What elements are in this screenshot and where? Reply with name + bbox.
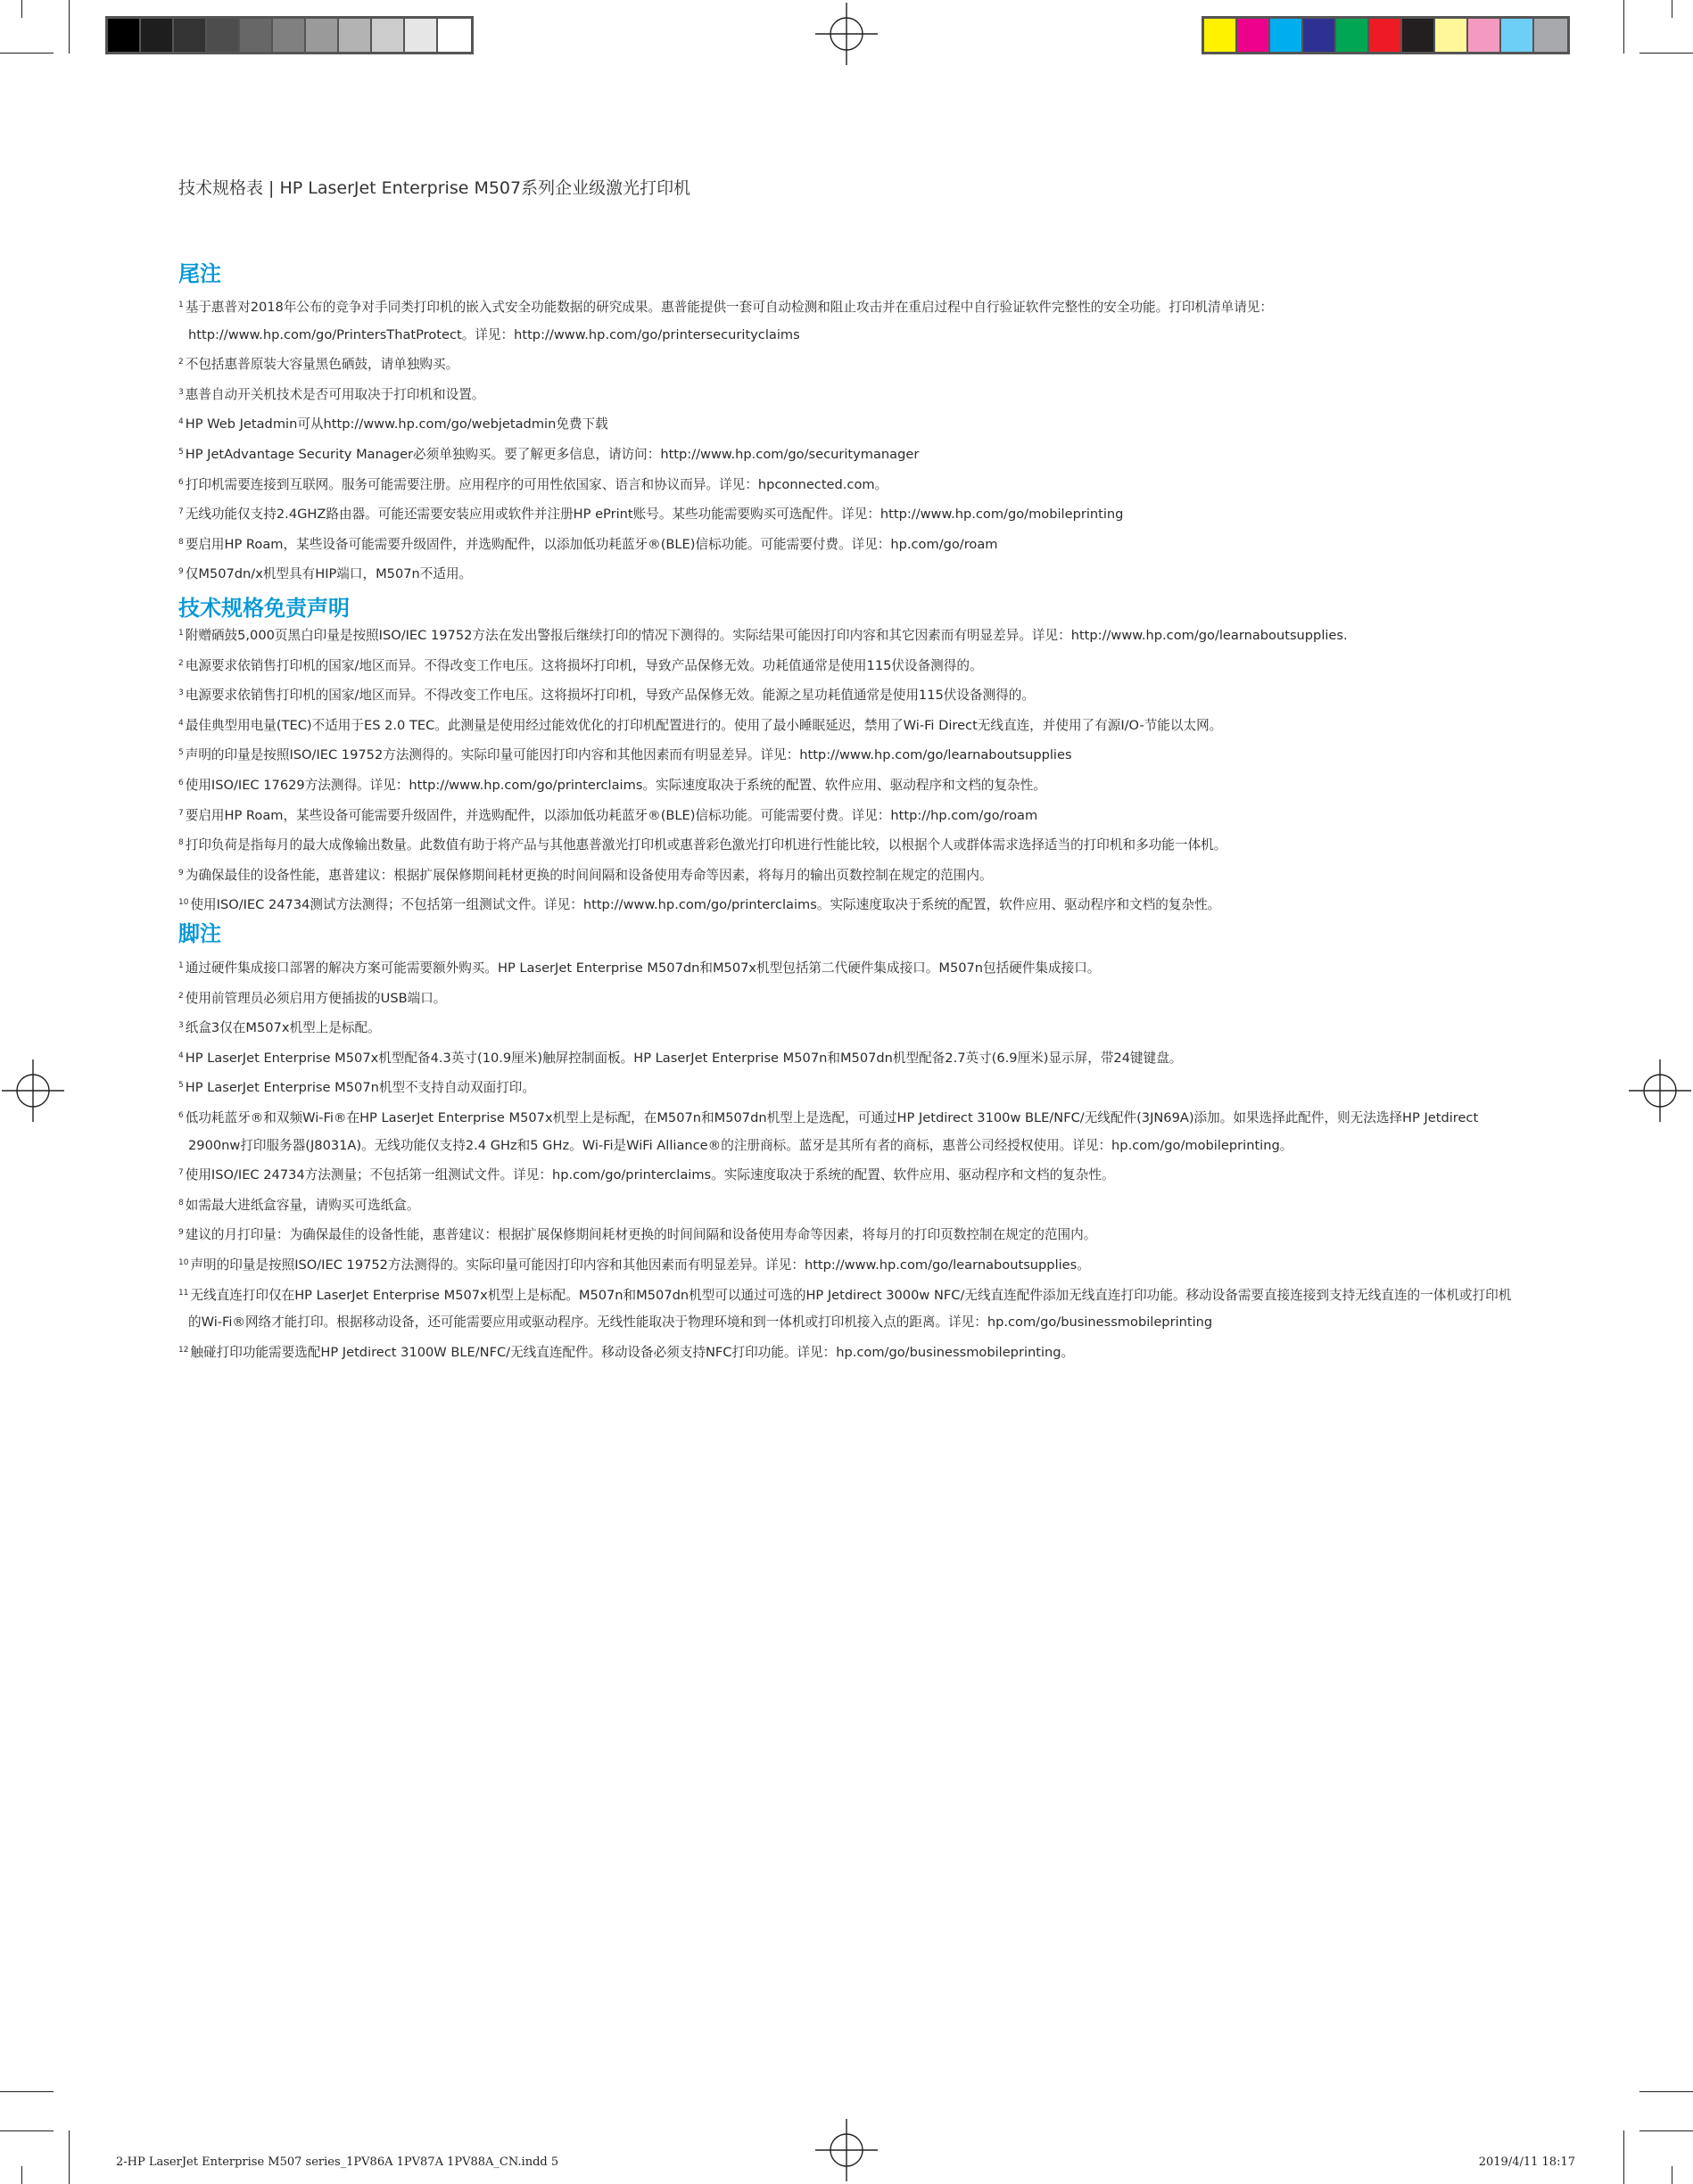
section-title-disclaimer: 技术规格免责声明: [178, 596, 350, 621]
note-text: HP LaserJet Enterprise M507n机型不支持自动双面打印。: [185, 1080, 535, 1096]
note-number: 9: [178, 868, 184, 878]
note-text: 打印机需要连接到互联网。服务可能需要注册。应用程序的可用性依国家、语言和协议而异。详见：hpconnected.com。: [185, 476, 888, 492]
note-number: 3: [178, 688, 184, 698]
color-swatch: [1369, 19, 1402, 52]
note-number: 1: [178, 629, 184, 638]
note-text: 要启用HP Roam，某些设备可能需要升级固件，并选购配件，以添加低功耗蓝牙®(BLE)信标功能。可能需要付费。详见：http://hp.com/go/roam: [185, 807, 1038, 823]
note-text: 惠普自动开关机技术是否可用取决于打印机和设置。: [185, 386, 485, 402]
disclaimer-list: [178, 620, 1516, 919]
note-item: [178, 770, 1516, 800]
footnotes-list: [178, 952, 1516, 1366]
note-number: 12: [178, 1345, 189, 1355]
note-text: 使用ISO/IEC 17629方法测得。详见：http://www.hp.com/go/printerclaims。实际速度取决于系统的配置、软件应用、驱动程序和文档的复杂性。: [185, 777, 1046, 793]
note-text: 基于惠普对2018年公布的竞争对手同类打印机的嵌入式安全功能数据的研究成果。惠普能提供一套可自动检测和阻止攻击并在重启过程中自行验证软件完整性的安全功能。打印机清单请见：http://www.hp.com/go/PrintersThatProtect。详见：http://www.hp.com/go/printersecurityclaims: [185, 300, 1273, 342]
registration-mark-left: [2, 1059, 64, 1122]
color-swatch: [1402, 19, 1435, 52]
note-item: [178, 292, 1516, 349]
note-text: 使用ISO/IEC 24734方法测量；不包括第一组测试文件。详见：hp.com/go/printerclaims。实际速度取决于系统的配置、软件应用、驱动程序和文档的复杂性。: [185, 1167, 1115, 1183]
note-item: [178, 558, 1516, 589]
note-item: [178, 1280, 1516, 1337]
note-text: 通过硬件集成接口部署的解决方案可能需要额外购买。HP LaserJet Enterprise M507dn和M507x机型包括第二代硬件集成接口。M507n包括硬件集成接口。: [185, 960, 1101, 976]
note-number: 2: [178, 358, 184, 367]
note-number: 4: [178, 1051, 184, 1060]
note-number: 8: [178, 1198, 184, 1207]
note-text: HP Web Jetadmin可从http://www.hp.com/go/webjetadmin免费下载: [185, 416, 608, 433]
note-text: 为确保最佳的设备性能，惠普建议：根据扩展保修期间耗材更换的时间间隔和设备使用寿命等因素，将每月的输出页数控制在规定的范围内。: [185, 867, 993, 883]
note-item: [178, 469, 1516, 499]
note-text: 附赠硒鼓5,000页黑白印量是按照ISO/IEC 19752方法在发出警报后继续打印的情况下测得的。实际结果可能因打印内容和其它因素而有明显差异。详见：http://www.hp.com/go/learnaboutsupplies.: [185, 628, 1348, 643]
registration-mark-right: [1629, 1059, 1691, 1122]
note-item: [178, 710, 1516, 740]
note-text: 建议的月打印量：为确保最佳的设备性能，惠普建议：根据扩展保修期间耗材更换的时间间隔和设备使用寿命等因素，将每月的打印页数控制在规定的范围内。: [185, 1227, 1097, 1243]
crop-mark: [69, 2130, 70, 2184]
note-item: [178, 499, 1516, 529]
note-number: 7: [178, 507, 184, 517]
note-number: 8: [178, 838, 184, 848]
note-item: [178, 1159, 1516, 1190]
note-item: [178, 800, 1516, 830]
note-number: 5: [178, 1081, 184, 1091]
note-item: [178, 1249, 1516, 1280]
slug-timestamp: 2019/4/11 18:17: [1478, 2155, 1575, 2169]
note-text: 不包括惠普原装大容量黑色硒鼓，请单独购买。: [185, 357, 459, 373]
note-text: 最佳典型用电量(TEC)不适用于ES 2.0 TEC。此测量是使用经过能效优化的打印机配置进行的。使用了最小睡眠延迟，禁用了Wi-Fi Direct无线直连，并使用了有源I/O-节能以太网。: [185, 717, 1223, 733]
note-item: [178, 1012, 1516, 1043]
crop-mark: [0, 2130, 54, 2131]
note-text: 如需最大进纸盒容量，请购买可选纸盒。: [185, 1197, 420, 1213]
color-swatch: [1204, 19, 1237, 52]
note-number: 4: [178, 718, 184, 728]
crop-mark: [0, 2091, 54, 2092]
note-text: 无线功能仅支持2.4GHZ路由器。可能还需要安装应用或软件并注册HP ePrint账号。某些功能需要购买可选配件。详见：http://www.hp.com/go/mobileprinting: [185, 507, 1124, 523]
note-item: [178, 529, 1516, 559]
note-text: HP JetAdvantage Security Manager必须单独购买。要了解更多信息，请访问：http://www.hp.com/go/securitymanager: [185, 446, 920, 462]
note-number: 2: [178, 658, 184, 668]
note-item: [178, 1072, 1516, 1102]
note-item: [178, 1043, 1516, 1073]
gray-swatch: [438, 19, 471, 52]
note-item: [178, 739, 1516, 770]
note-number: 7: [178, 1168, 184, 1178]
note-number: 2: [178, 991, 184, 1001]
gray-swatch: [141, 19, 174, 52]
note-number: 1: [178, 301, 184, 309]
note-text: 打印负荷是指每月的最大成像输出数量。此数值有助于将产品与其他惠普激光打印机或惠普彩色激光打印机进行性能比较，以根据个人或群体需求选择适当的打印机和多功能一体机。: [185, 837, 1227, 853]
registration-mark-bottom: [815, 2119, 878, 2181]
crop-mark: [1639, 2130, 1693, 2131]
note-text: 纸盒3仅在M507x机型上是标配。: [185, 1020, 381, 1036]
note-item: [178, 983, 1516, 1013]
color-swatch: [1435, 19, 1468, 52]
crop-mark: [1623, 0, 1624, 54]
note-number: 4: [178, 417, 184, 427]
note-text: 要启用HP Roam，某些设备可能需要升级固件，并选购配件，以添加低功耗蓝牙®(BLE)信标功能。可能需要付费。详见：hp.com/go/roam: [185, 536, 998, 552]
note-number: 9: [178, 567, 184, 577]
section-title-footnotes: 脚注: [178, 921, 221, 946]
crop-mark: [21, 0, 22, 18]
section-title-endnotes: 尾注: [178, 261, 221, 286]
color-swatch: [1534, 19, 1567, 52]
note-item: [178, 889, 1516, 919]
note-text: 使用ISO/IEC 24734测试方法测得；不包括第一组测试文件。详见：http://www.hp.com/go/printerclaims。实际速度取决于系统的配置，软件应用、驱动程序和文档的复杂性。: [190, 897, 1221, 913]
registration-mark-top: [815, 3, 878, 65]
note-number: 6: [178, 1110, 184, 1120]
crop-mark: [21, 2166, 22, 2184]
note-number: 5: [178, 748, 184, 758]
note-number: 5: [178, 447, 184, 457]
color-swatch-bar: [1202, 16, 1570, 54]
gray-swatch: [339, 19, 372, 52]
note-number: 7: [178, 808, 184, 818]
note-item: [178, 860, 1516, 890]
note-number: 6: [178, 778, 184, 787]
gray-swatch: [306, 19, 339, 52]
grayscale-swatch-bar: [105, 16, 474, 54]
crop-mark: [69, 0, 70, 54]
note-number: 3: [178, 1021, 184, 1031]
color-swatch: [1468, 19, 1501, 52]
color-swatch: [1237, 19, 1270, 52]
note-item: [178, 1219, 1516, 1249]
note-text: 无线直连打印仅在HP LaserJet Enterprise M507x机型上是标配。M507n和M507dn机型可以通过可选的HP Jetdirect 3000w NFC/无线直连配件添加无线直连打印功能。移动设备需要直接连接到支持无线直连的一体机或打印机的Wi-Fi®网络才能打印。根据移动设备，还可能需要应用或驱动程序。无线性能取决于物理环境和到一体机或打印机接入点的距离。详见：hp.com/go/businessmobileprinting: [188, 1287, 1512, 1331]
color-swatch: [1270, 19, 1303, 52]
note-text: 电源要求依销售打印机的国家/地区而异。不得改变工作电压。这将损坏打印机，导致产品保修无效。能源之星功耗值通常是使用115伏设备测得的。: [185, 688, 1035, 704]
gray-swatch: [108, 19, 141, 52]
note-item: [178, 439, 1516, 469]
color-swatch: [1336, 19, 1369, 52]
note-text: 使用前管理员必须启用方便插拔的USB端口。: [185, 990, 447, 1006]
gray-swatch: [174, 19, 207, 52]
note-item: [178, 620, 1516, 650]
note-text: 声明的印量是按照ISO/IEC 19752方法测得的。实际印量可能因打印内容和其他因素而有明显差异。详见：http://www.hp.com/go/learnaboutsupplies: [185, 747, 1072, 763]
note-item: [178, 349, 1516, 379]
crop-mark: [1623, 2130, 1624, 2184]
note-number: 11: [178, 1288, 189, 1298]
note-item: [178, 829, 1516, 860]
note-number: 10: [178, 1257, 189, 1267]
running-title: 技术规格表 | HP LaserJet Enterprise M507系列企业级激光打印机: [178, 178, 691, 198]
endnotes-list: [178, 292, 1516, 589]
crop-mark: [1639, 2091, 1693, 2092]
note-text: HP LaserJet Enterprise M507x机型配备4.3英寸(10.9厘米)触屏控制面板。HP LaserJet Enterprise M507n和M507dn机型配备2.7英寸(6.9厘米)显示屏，带24键键盘。: [185, 1050, 1183, 1066]
note-number: 3: [178, 387, 184, 397]
color-swatch: [1501, 19, 1534, 52]
note-item: [178, 680, 1516, 710]
note-item: [178, 650, 1516, 680]
note-number: 10: [178, 898, 189, 908]
gray-swatch: [405, 19, 438, 52]
color-swatch: [1303, 19, 1336, 52]
note-text: 电源要求依销售打印机的国家/地区而异。不得改变工作电压。这将损坏打印机，导致产品保修无效。功耗值通常是使用115伏设备测得的。: [185, 657, 983, 673]
note-item: [178, 379, 1516, 409]
note-number: 9: [178, 1228, 184, 1238]
note-number: 1: [178, 961, 184, 970]
gray-swatch: [372, 19, 405, 52]
note-text: 仅M507dn/x机型具有HIP端口，M507n不适用。: [185, 566, 473, 582]
gray-swatch: [240, 19, 273, 52]
gray-swatch: [273, 19, 306, 52]
note-item: [178, 1102, 1516, 1159]
note-text: 触碰打印功能需要选配HP Jetdirect 3100W BLE/NFC/无线直连配件。移动设备必须支持NFC打印功能。详见：hp.com/go/businessmobileprinting。: [190, 1344, 1075, 1360]
note-number: 8: [178, 537, 184, 547]
gray-swatch: [207, 19, 240, 52]
note-text: 低功耗蓝牙®和双频Wi-Fi®在HP LaserJet Enterprise M507x机型上是标配，在M507n和M507dn机型上是选配，可通过HP Jetdirect 3100w BLE/NFC/无线配件(3JN69A)添加。如果选择此配件，则无法选择HP Jetdirect 2900nw打印服务器(J8031A)。无线功能仅支持2.4 GHz和5 GHz。Wi-Fi是WiFi Alliance®的注册商标。蓝牙是其所有者的商标，惠普公司经授权使用。详见：hp.com/go/mobileprinting。: [185, 1109, 1479, 1153]
crop-mark: [1639, 53, 1693, 54]
crop-mark: [0, 53, 54, 54]
note-text: 声明的印量是按照ISO/IEC 19752方法测得的。实际印量可能因打印内容和其他因素而有明显差异。详见：http://www.hp.com/go/learnaboutsupplies。: [190, 1257, 1090, 1273]
note-item: [178, 1337, 1516, 1367]
note-item: [178, 952, 1516, 983]
note-item: [178, 408, 1516, 439]
note-number: 6: [178, 477, 184, 487]
note-item: [178, 1190, 1516, 1220]
slug-filename: 2-HP LaserJet Enterprise M507 series_1PV86A 1PV87A 1PV88A_CN.indd 5: [116, 2155, 559, 2169]
